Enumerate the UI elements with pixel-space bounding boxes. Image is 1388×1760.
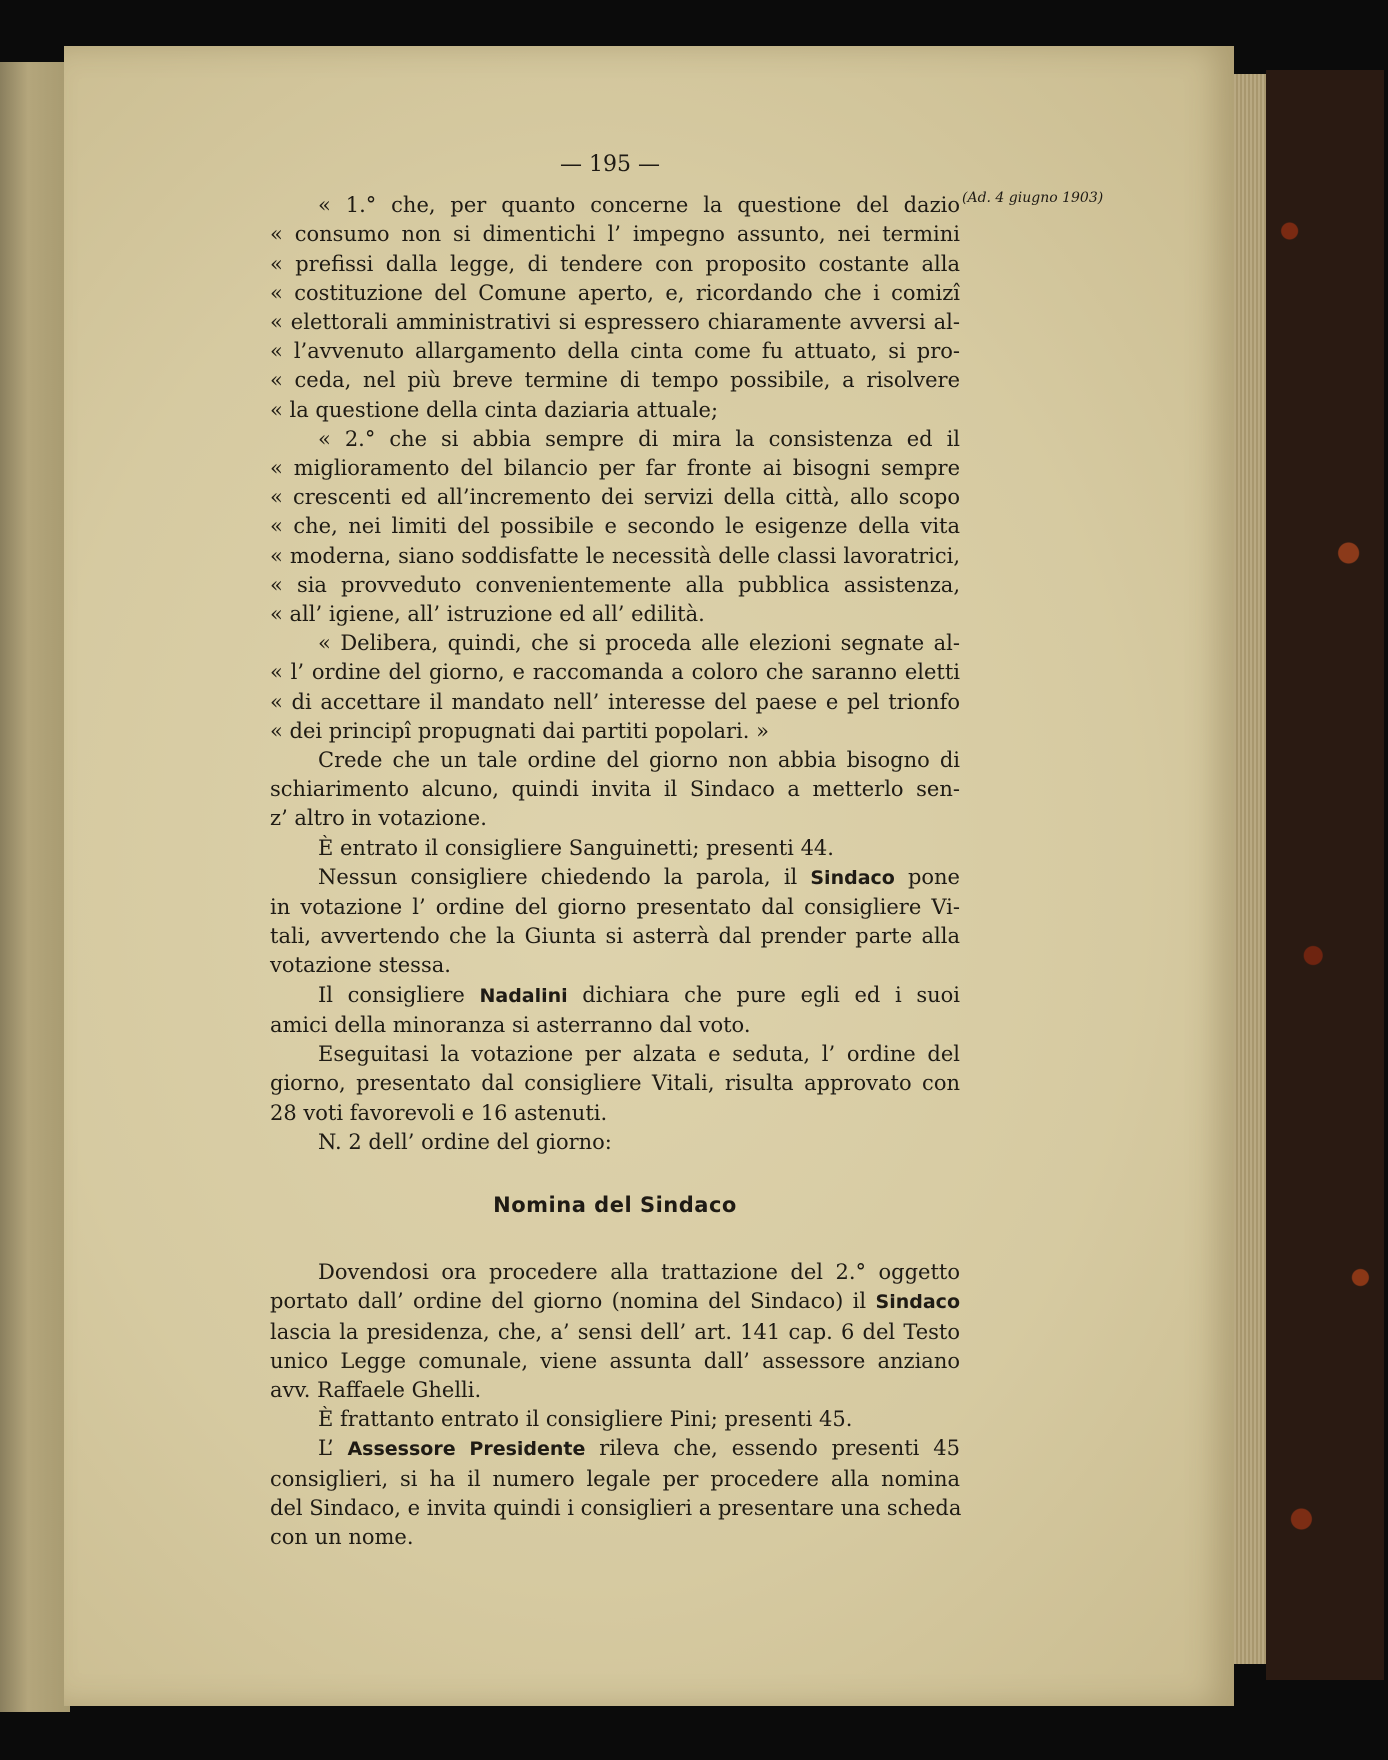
text-line: [270, 571, 960, 600]
paragraph: [270, 1040, 960, 1128]
text-span: « di accettare il mandato nell’ interesse del paese e pel trionfo: [270, 689, 960, 714]
text-line: [270, 425, 960, 454]
text-span: « 1.° che, per quanto concerne la questione del dazio: [318, 193, 960, 218]
text-span: tali, avvertendo che la Giunta si asterrà dal prender parte alla: [270, 924, 960, 949]
text-line: [270, 191, 960, 220]
text-line: [270, 1347, 960, 1376]
text-span: Nessun consigliere chiedendo la parola, il: [318, 864, 811, 889]
text-line: [270, 629, 960, 658]
text-span: « all’ igiene, all’ istruzione ed all’ edilità.: [270, 602, 705, 627]
paragraph: [270, 863, 960, 981]
text-line: [270, 1523, 960, 1552]
text-line: [270, 1040, 960, 1069]
text-span: unico Legge comunale, viene assunta dall’ assessore anziano: [270, 1348, 960, 1373]
text-span: N. 2 dell’ ordine del giorno:: [318, 1129, 612, 1154]
text-span: avv. Raffaele Ghelli.: [270, 1377, 482, 1402]
text-line: [270, 483, 960, 512]
text-line: [270, 337, 960, 366]
text-span: Eseguitasi la votazione per alzata e seduta, l’ ordine del: [318, 1042, 960, 1067]
name-span: Sindaco: [875, 1291, 960, 1314]
paragraph: [270, 981, 960, 1040]
margin-date-note: (Ad. 4 giugno 1903): [962, 190, 1104, 206]
text-span: in votazione l’ ordine del giorno presentato dal consigliere Vi-: [270, 895, 960, 920]
text-span: con un nome.: [270, 1524, 414, 1549]
text-span: « sia provveduto convenientemente alla pubblica assistenza,: [270, 572, 960, 597]
text-line: [270, 746, 960, 775]
text-span: È frattanto entrato il consigliere Pini; presenti 45.: [318, 1407, 853, 1432]
text-span: rileva che, essendo presenti 45: [585, 1436, 960, 1461]
text-span: « elettorali amministrativi si espressero chiaramente avversi al-: [270, 310, 960, 335]
text-line: [270, 1287, 960, 1317]
text-line: [270, 981, 960, 1011]
text-span: lascia la presidenza, che, a’ sensi dell’ art. 141 cap. 6 del Testo: [270, 1319, 960, 1344]
paragraph: [270, 746, 960, 834]
text-span: pone: [894, 864, 960, 889]
text-line: [270, 279, 960, 308]
text-line: [270, 1494, 960, 1523]
text-span: L’: [318, 1436, 348, 1461]
text-span: « l’ ordine del giorno, e raccomanda a coloro che saranno eletti: [270, 660, 960, 685]
text-span: 28 voti favorevoli e 16 astenuti.: [270, 1100, 608, 1125]
text-line: [270, 922, 960, 951]
paragraph: [270, 191, 960, 425]
page-edges: [1234, 74, 1266, 1664]
paragraph: [270, 1434, 960, 1552]
text-line: [270, 1318, 960, 1347]
marbled-cover: [1266, 70, 1384, 1680]
paragraph: [270, 834, 960, 863]
text-span: consiglieri, si ha il numero legale per procedere alla nomina: [270, 1466, 960, 1491]
text-line: [270, 600, 960, 629]
text-line: [270, 658, 960, 687]
page-number: — 195 —: [560, 152, 660, 177]
text-span: « moderna, siano soddisfatte le necessità delle classi lavoratrici,: [270, 543, 960, 568]
text-span: z’ altro in votazione.: [270, 806, 487, 831]
text-span: amici della minoranza si asterranno dal voto.: [270, 1012, 751, 1037]
name-span: Assessore Presidente: [347, 1438, 586, 1461]
page-text: [270, 150, 960, 1552]
text-line: [270, 893, 960, 922]
paragraph: [270, 629, 960, 746]
text-line: [270, 804, 960, 833]
text-line: [270, 1011, 960, 1040]
text-span: Crede che un tale ordine del giorno non abbia bisogno di: [318, 748, 960, 773]
text-line: [270, 1128, 960, 1157]
text-span: « crescenti ed all’incremento dei servizi della città, allo scopo: [270, 485, 960, 510]
text-line: [270, 863, 960, 893]
text-span: « l’avvenuto allargamento della cinta come fu attuato, si pro-: [270, 339, 960, 364]
text-span: « che, nei limiti del possibile e secondo le esigenze della vita: [270, 514, 960, 539]
text-line: [270, 717, 960, 746]
text-line: [270, 512, 960, 541]
text-line: [270, 1069, 960, 1098]
text-span: « Delibera, quindi, che si proceda alle elezioni segnate al-: [318, 631, 960, 656]
text-line: [270, 951, 960, 980]
text-span: « costituzione del Comune aperto, e, ricordando che i comizî: [270, 280, 960, 305]
paragraph: [270, 1258, 960, 1405]
text-line: [270, 834, 960, 863]
text-span: del Sindaco, e invita quindi i consiglieri a presentare una scheda: [270, 1495, 962, 1520]
text-span: portato dall’ ordine del giorno (nomina del Sindaco) il: [270, 1289, 876, 1314]
text-line: [270, 396, 960, 425]
text-span: « ceda, nel più breve termine di tempo possibile, a risolvere: [270, 368, 960, 393]
text-line: [270, 250, 960, 279]
text-span: schiarimento alcuno, quindi invita il Sindaco a metterlo sen-: [270, 777, 960, 802]
text-line: [270, 1434, 960, 1464]
text-line: [270, 1376, 960, 1405]
text-line: [270, 454, 960, 483]
text-line: [270, 1465, 960, 1494]
text-span: « consumo non si dimentichi l’ impegno assunto, nei termini: [270, 222, 960, 247]
text-line: [270, 220, 960, 249]
text-span: « dei principî propugnati dai partiti popolari. »: [270, 718, 769, 743]
text-line: [270, 775, 960, 804]
body-section-1: [270, 191, 960, 1157]
left-page-edge: [0, 62, 70, 1712]
name-span: Nadalini: [479, 984, 568, 1007]
text-line: [270, 366, 960, 395]
text-span: giorno, presentato dal consigliere Vitali, risulta approvato con: [270, 1071, 960, 1096]
text-line: [270, 308, 960, 337]
paragraph: [270, 425, 960, 629]
text-span: « la questione della cinta daziaria attuale;: [270, 397, 719, 422]
text-span: È entrato il consigliere Sanguinetti; presenti 44.: [318, 835, 834, 860]
text-span: votazione stessa.: [270, 953, 451, 978]
text-line: [270, 1258, 960, 1287]
paragraph: [270, 1405, 960, 1434]
text-span: « prefissi dalla legge, di tendere con proposito costante alla: [270, 251, 960, 276]
text-span: dichiara che pure egli ed i suoi: [567, 982, 961, 1007]
paragraph: [270, 1128, 960, 1157]
text-span: « 2.° che si abbia sempre di mira la consistenza ed il: [318, 426, 960, 451]
text-span: Il consigliere: [318, 982, 480, 1007]
section-heading: Nomina del Sindaco: [493, 1192, 737, 1217]
body-section-2: [270, 1258, 960, 1552]
text-line: [270, 542, 960, 571]
text-span: Dovendosi ora procedere alla trattazione del 2.° oggetto: [318, 1260, 960, 1285]
text-line: [270, 688, 960, 717]
text-line: [270, 1405, 960, 1434]
name-span: Sindaco: [810, 866, 895, 889]
text-line: [270, 1099, 960, 1128]
text-span: « miglioramento del bilancio per far fronte ai bisogni sempre: [270, 456, 960, 481]
